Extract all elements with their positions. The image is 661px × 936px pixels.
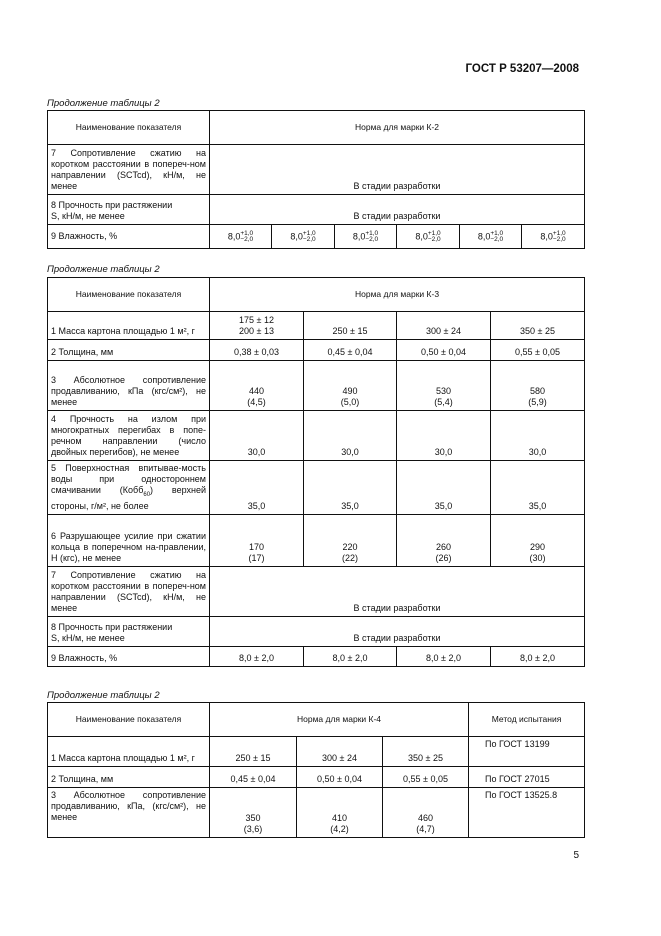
row-label: 9 Влажность, % — [48, 225, 210, 249]
cell-value: 410 (4,2) — [297, 788, 383, 838]
cell-value: 350 ± 25 — [383, 737, 469, 767]
cell-value: 8,0 ± 2,0 — [210, 646, 304, 666]
row-label: 4 Прочность на излом при многократных перегибах в попе-речном направлении (число двойных перегибов), не менее — [48, 411, 210, 461]
cell-method: По ГОСТ 27015 — [469, 767, 585, 788]
document-code: ГОСТ Р 53207—2008 — [465, 63, 579, 75]
table-row — [48, 767, 585, 788]
cell-value: 8,0 +1,0 −2,0 — [522, 225, 585, 249]
cell-value: 300 ± 24 — [397, 312, 491, 340]
cell-value: 440 (4,5) — [210, 361, 304, 411]
table-row — [48, 145, 585, 195]
cell-value: 0,50 ± 0,04 — [397, 340, 491, 361]
cell-value: В стадии разработки — [210, 145, 585, 195]
cell-value: 8,0 ± 2,0 — [304, 646, 397, 666]
table-row — [48, 461, 585, 515]
cell-value: 8,0 +1,0 −2,0 — [397, 225, 460, 249]
cell-value: 250 ± 15 — [210, 737, 297, 767]
cell-value: 460 (4,7) — [383, 788, 469, 838]
cell-value: 0,38 ± 0,03 — [210, 340, 304, 361]
row-label: 2 Толщина, мм — [48, 340, 210, 361]
cell-method: По ГОСТ 13199 — [469, 737, 585, 767]
column-header-norm: Норма для марки К-2 — [210, 111, 585, 145]
row-label: 7 Сопротивление сжатию на коротком расстоянии в попереч-ном направлении (SCTcd), кН/м, не менее — [48, 566, 210, 616]
table-caption: Продолжение таблицы 2 — [47, 98, 160, 109]
row-label: 1 Масса картона площадью 1 м², г — [48, 312, 210, 340]
table-row — [48, 616, 585, 646]
cell-value: 35,0 — [304, 461, 397, 515]
cell-value: 8,0 +1,0 −2,0 — [335, 225, 397, 249]
column-header-param: Наименование показателя — [48, 278, 210, 312]
cell-value: В стадии разработки — [210, 195, 585, 225]
table-row — [48, 340, 585, 361]
cell-value: 8,0 +1,0 −2,0 — [460, 225, 522, 249]
row-label: 3 Абсолютное сопротивление продавливанию, кПа, (кгс/см²), не менее — [48, 788, 210, 838]
cell-value: 35,0 — [210, 461, 304, 515]
cell-value: 170 (17) — [210, 514, 304, 566]
table-k3 — [47, 277, 585, 667]
cell-value: 220 (22) — [304, 514, 397, 566]
table-row — [48, 646, 585, 666]
table-caption: Продолжение таблицы 2 — [47, 690, 160, 701]
table-row — [48, 737, 585, 767]
cell-value: 0,50 ± 0,04 — [297, 767, 383, 788]
cell-value: 0,55 ± 0,05 — [383, 767, 469, 788]
cell-value: 350 (3,6) — [210, 788, 297, 838]
table-row — [48, 514, 585, 566]
row-label: 7 Сопротивление сжатию на коротком расстоянии в попереч-ном направлении (SCTcd), кН/м, не менее — [48, 145, 210, 195]
cell-value: 35,0 — [491, 461, 585, 515]
cell-value: 490 (5,0) — [304, 361, 397, 411]
table-row — [48, 411, 585, 461]
table-caption: Продолжение таблицы 2 — [47, 264, 160, 275]
cell-value: 0,45 ± 0,04 — [304, 340, 397, 361]
cell-value: 260 (26) — [397, 514, 491, 566]
column-header-norm: Норма для марки К-3 — [210, 278, 585, 312]
cell-value: 30,0 — [304, 411, 397, 461]
row-label: 8 Прочность при растяжении S, кН/м, не менее — [48, 195, 210, 225]
cell-value: 290 (30) — [491, 514, 585, 566]
cell-value: 250 ± 15 — [304, 312, 397, 340]
cell-value: В стадии разработки — [210, 566, 585, 616]
row-label: 8 Прочность при растяжении S, кН/м, не менее — [48, 616, 210, 646]
row-label: 2 Толщина, мм — [48, 767, 210, 788]
cell-value: 0,55 ± 0,05 — [491, 340, 585, 361]
cell-value: 8,0 ± 2,0 — [397, 646, 491, 666]
column-header-norm: Норма для марки К-4 — [210, 703, 469, 737]
cell-value: 580 (5,9) — [491, 361, 585, 411]
cell-value: 350 ± 25 — [491, 312, 585, 340]
cell-value: 30,0 — [491, 411, 585, 461]
cell-method: По ГОСТ 13525.8 — [469, 788, 585, 838]
page-number: 5 — [573, 850, 579, 861]
column-header-param: Наименование показателя — [48, 111, 210, 145]
row-label: 3 Абсолютное сопротивление продавливанию, кПа (кгс/см²), не менее — [48, 361, 210, 411]
row-label: 5 Поверхностная впитывае-мость воды при одностороннем смачивании (Кобб$_{60}$) верхней стороны, г/м², не более — [48, 461, 210, 515]
table-row — [48, 788, 585, 838]
cell-value: 175 ± 12 200 ± 13 — [210, 312, 304, 340]
cell-value: 30,0 — [210, 411, 304, 461]
table-k4 — [47, 702, 585, 838]
row-label: 6 Разрушающее усилие при сжатии кольца в поперечном на-правлении, Н (кгс), не менее — [48, 514, 210, 566]
table-row — [48, 566, 585, 616]
table-row — [48, 225, 585, 249]
table-row — [48, 195, 585, 225]
row-label: 9 Влажность, % — [48, 646, 210, 666]
cell-value: 8,0 +1,0 −2,0 — [210, 225, 272, 249]
cell-value: 8,0 +1,0 −2,0 — [272, 225, 335, 249]
column-header-method: Метод испытания — [469, 703, 585, 737]
cell-value: 30,0 — [397, 411, 491, 461]
cell-value: В стадии разработки — [210, 616, 585, 646]
cell-value: 8,0 ± 2,0 — [491, 646, 585, 666]
cell-value: 300 ± 24 — [297, 737, 383, 767]
cell-value: 530 (5,4) — [397, 361, 491, 411]
table-k2 — [47, 110, 585, 249]
column-header-param: Наименование показателя — [48, 703, 210, 737]
row-label: 1 Масса картона площадью 1 м², г — [48, 737, 210, 767]
cell-value: 0,45 ± 0,04 — [210, 767, 297, 788]
table-row — [48, 361, 585, 411]
table-row — [48, 312, 585, 340]
cell-value: 35,0 — [397, 461, 491, 515]
